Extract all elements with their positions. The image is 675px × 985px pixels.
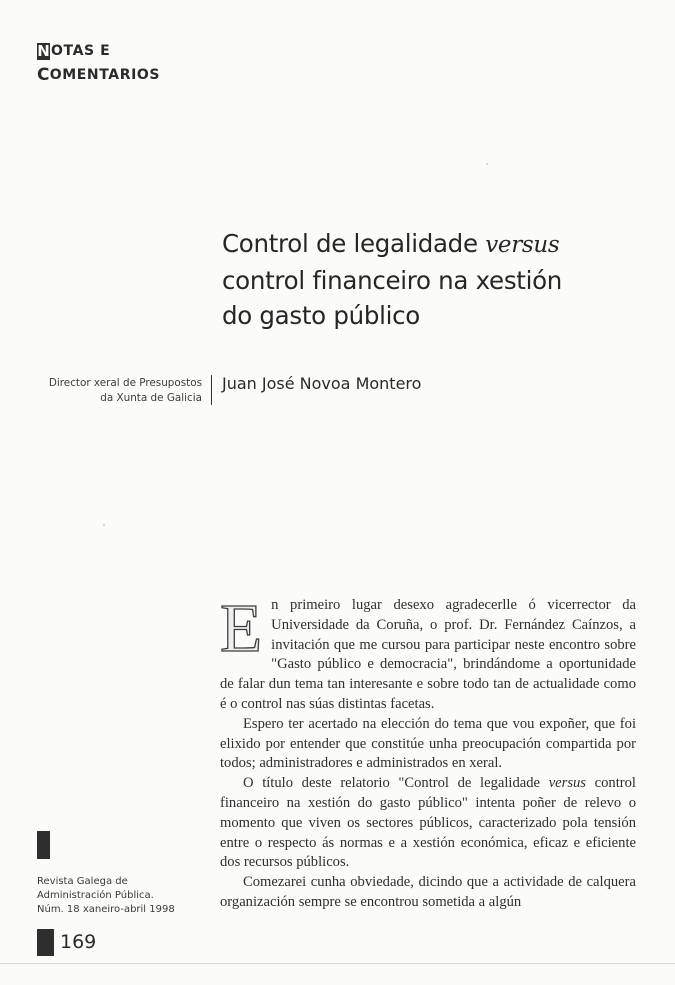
page-number: 169 [60, 931, 97, 953]
drop-cap: E [220, 590, 263, 666]
paragraph-3-italic: versus [548, 775, 586, 792]
paragraph-3-text-a: O título deste relatorio "Control de legalidade [243, 775, 549, 792]
section-header [37, 40, 160, 86]
title-line-1 [222, 226, 642, 263]
article-title [222, 226, 642, 333]
journal-line-2: Administración Pública. [37, 890, 154, 901]
title-line-3: do gasto público [222, 301, 420, 330]
author-affiliation [30, 376, 202, 406]
journal-marker-block [37, 831, 50, 859]
scan-edge-line [0, 963, 675, 964]
author-divider [211, 375, 212, 405]
affiliation-line-2: da Xunta de Galicia [100, 392, 202, 404]
journal-line-3: Núm. 18 xaneiro-abril 1998 [37, 904, 175, 915]
paragraph-3 [220, 774, 636, 873]
journal-line-1: Revista Galega de [37, 876, 128, 887]
section-header-text-2: OMENTARIOS [49, 67, 161, 83]
paragraph-4: Comezarei cunha obviedade, dicindo que a actividade de calquera organización sempre se encontrou sometida a algún [220, 874, 636, 910]
journal-citation [37, 875, 175, 917]
paragraph-3-text-b: control financeiro na xestión do gasto público" intenta poñer de relevo o momento que viven os sectores públicos, caracterizado pola tensión entre o respecto ás normas e a xestión económica, eficaz e eficiente dos recursos públicos. [220, 775, 636, 871]
section-header-line-2 [37, 64, 160, 86]
author-name: Juan José Novoa Montero [222, 374, 422, 393]
section-header-cap-2: C [37, 65, 50, 85]
paragraph-1 [220, 590, 636, 715]
page-number-block [37, 929, 54, 956]
paragraph-1-text: n primeiro lugar desexo agradecerlle ó vicerrector da Universidade da Coruña, o prof. Dr. Fernández Caínzos, a invitación que me cursou para participar neste encontro sobre "Gasto público e democracia", brindándome a oportunidade de falar dun tema tan interesante e sobre todo tan de actualidade como é o control nas súas distintas facetas. [220, 597, 636, 712]
affiliation-line-1: Director xeral de Presupostos [48, 377, 202, 389]
paragraph-2: Espero ter acertado na elección do tema que vou expoñer, que foi elixido por entender que constitúe unha preocupación compartida por todos; administradores e administrados en xeral. [220, 715, 636, 772]
scan-speck [486, 163, 488, 165]
title-part-1: Control de legalidade [222, 229, 478, 258]
section-initial-box: N [37, 41, 50, 60]
title-italic-versus: versus [485, 232, 560, 258]
title-line-2: control financeiro na xestión [222, 266, 563, 295]
section-header-line-1 [37, 40, 160, 62]
scan-speck [103, 524, 105, 526]
section-header-text-1: OTAS E [51, 43, 111, 59]
article-body [220, 590, 636, 913]
